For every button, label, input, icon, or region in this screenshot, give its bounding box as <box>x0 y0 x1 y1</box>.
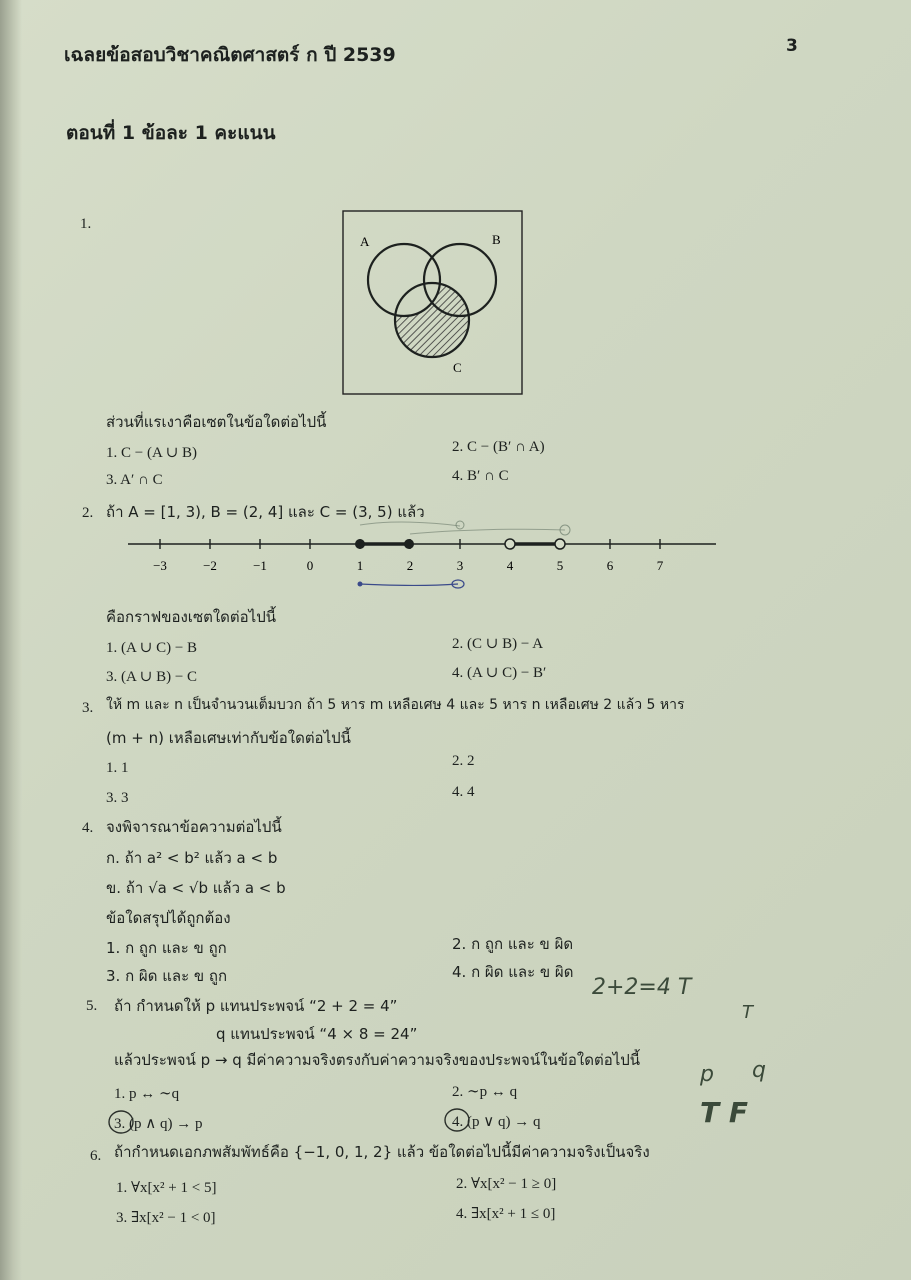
tick-label: 3 <box>456 558 464 573</box>
tick-label: −3 <box>153 558 167 573</box>
question-2-option-4: 4. (A ∪ C) − B′ <box>452 665 547 681</box>
question-6-option-3: 3. ∃x[x² − 1 < 0] <box>116 1210 216 1226</box>
question-4-option-2: 2. ก ถูก และ ข ผิด <box>452 935 574 953</box>
handwriting-q5-q: q <box>752 1058 766 1083</box>
circle-mark-option-3 <box>106 1106 136 1136</box>
question-4-option-4: 4. ก ผิด และ ข ผิด <box>452 963 574 981</box>
tick-label: 5 <box>556 558 564 573</box>
question-5-option-4: 4. (p ∨ q) → q <box>452 1114 541 1130</box>
circle-mark-option-4 <box>442 1104 472 1134</box>
question-2-stem: ถ้า A = [1, 3), B = (2, 4] และ C = (3, 5) แล้ว <box>106 503 425 521</box>
question-6-option-4: 4. ∃x[x² + 1 ≤ 0] <box>456 1206 556 1222</box>
venn-label-c: C <box>453 360 462 375</box>
question-4-statement-b: ข. ถ้า √a < √b แล้ว a < b <box>106 879 286 897</box>
question-4-option-3: 3. ก ผิด และ ข ถูก <box>106 967 228 985</box>
question-1-option-4: 4. B′ ∩ C <box>452 468 509 484</box>
question-4-stem2: ข้อใดสรุปได้ถูกต้อง <box>106 909 231 927</box>
question-4-option-1: 1. ก ถูก และ ข ถูก <box>106 939 227 957</box>
handwriting-q5-tf: T F <box>700 1096 748 1129</box>
tick-label: 2 <box>406 558 414 573</box>
question-3-number: 3. <box>82 700 94 716</box>
question-6-option-1: 1. ∀x[x² + 1 < 5] <box>116 1180 217 1196</box>
question-4-stem: จงพิจารณาข้อความต่อไปนี้ <box>106 818 282 836</box>
venn-label-b: B <box>492 232 501 247</box>
question-3-stem: ให้ m และ n เป็นจำนวนเต็มบวก ถ้า 5 หาร m เหลือเศษ 4 และ 5 หาร n เหลือเศษ 2 แล้ว 5 หาร <box>106 697 685 713</box>
question-4-number: 4. <box>82 820 94 836</box>
tick-label: 7 <box>656 558 664 573</box>
question-5-stem: ถ้า กำหนดให้ p แทนประพจน์ “2 + 2 = 4” <box>114 997 398 1015</box>
question-3-option-3: 3. 3 <box>106 790 129 806</box>
handwriting-q5-t: T <box>742 1002 753 1023</box>
question-3-stem2: (m + n) เหลือเศษเท่ากับข้อใดต่อไปนี้ <box>106 729 351 747</box>
question-6-option-2: 2. ∀x[x² − 1 ≥ 0] <box>456 1176 557 1192</box>
question-3-option-2: 2. 2 <box>452 753 475 769</box>
question-1-stem: ส่วนที่แรเงาคือเซตในข้อใดต่อไปนี้ <box>106 413 327 431</box>
tick-label: 4 <box>506 558 514 573</box>
open-point-5 <box>555 539 565 549</box>
closed-point-1 <box>355 539 365 549</box>
question-2-stem2: คือกราฟของเซตใดต่อไปนี้ <box>106 608 276 626</box>
handwriting-q5-p: p <box>700 1062 714 1087</box>
section-title: ตอนที่ 1 ข้อละ 1 คะแนน <box>66 122 276 144</box>
question-2-option-1: 1. (A ∪ C) − B <box>106 640 198 656</box>
question-1-option-3: 3. A′ ∩ C <box>106 472 163 488</box>
question-6-number: 6. <box>90 1148 102 1164</box>
question-5-number: 5. <box>86 998 98 1014</box>
open-point-4 <box>505 539 515 549</box>
question-1-option-2: 2. C − (B′ ∩ A) <box>452 439 545 455</box>
question-5-option-2: 2. ∼p ↔ q <box>452 1084 518 1100</box>
tick-label: −2 <box>203 558 217 573</box>
number-line <box>120 520 720 600</box>
page-number: 3 <box>786 36 798 56</box>
question-5-stem2: แล้วประพจน์ p → q มีค่าความจริงตรงกับค่าความจริงของประพจน์ในข้อใดต่อไปนี้ <box>114 1051 641 1069</box>
handwriting-q5-right: 2+2=4 T <box>592 975 692 1000</box>
tick-label: 1 <box>356 558 364 573</box>
question-4-statement-a: ก. ถ้า a² < b² แล้ว a < b <box>106 849 278 867</box>
question-2-number: 2. <box>82 505 94 521</box>
venn-label-a: A <box>360 234 370 249</box>
question-3-option-1: 1. 1 <box>106 760 129 776</box>
question-6-stem: ถ้ากำหนดเอกภพสัมพัทธ์คือ {−1, 0, 1, 2} แล้ว ข้อใดต่อไปนี้มีค่าความจริงเป็นจริง <box>114 1143 650 1161</box>
tick-label: 0 <box>306 558 314 573</box>
question-3-option-4: 4. 4 <box>452 784 475 800</box>
question-1-option-1: 1. C − (A ∪ B) <box>106 445 198 461</box>
tick-label: 6 <box>606 558 614 573</box>
question-5-option-1: 1. p ↔ ∼q <box>114 1086 180 1102</box>
page-header-title: เฉลยข้อสอบวิชาคณิตศาสตร์ ก ปี 2539 <box>64 44 396 66</box>
question-2-option-2: 2. (C ∪ B) − A <box>452 636 544 652</box>
question-5-stem-q: q แทนประพจน์ “4 × 8 = 24” <box>216 1025 418 1043</box>
page-binding-edge <box>0 0 22 1280</box>
question-1-number: 1. <box>80 216 92 232</box>
tick-label: −1 <box>253 558 267 573</box>
question-5-option-3: 3. (p ∧ q) → p <box>114 1116 203 1132</box>
question-2-option-3: 3. (A ∪ B) − C <box>106 669 198 685</box>
closed-point-2 <box>404 539 414 549</box>
venn-diagram <box>340 208 525 398</box>
